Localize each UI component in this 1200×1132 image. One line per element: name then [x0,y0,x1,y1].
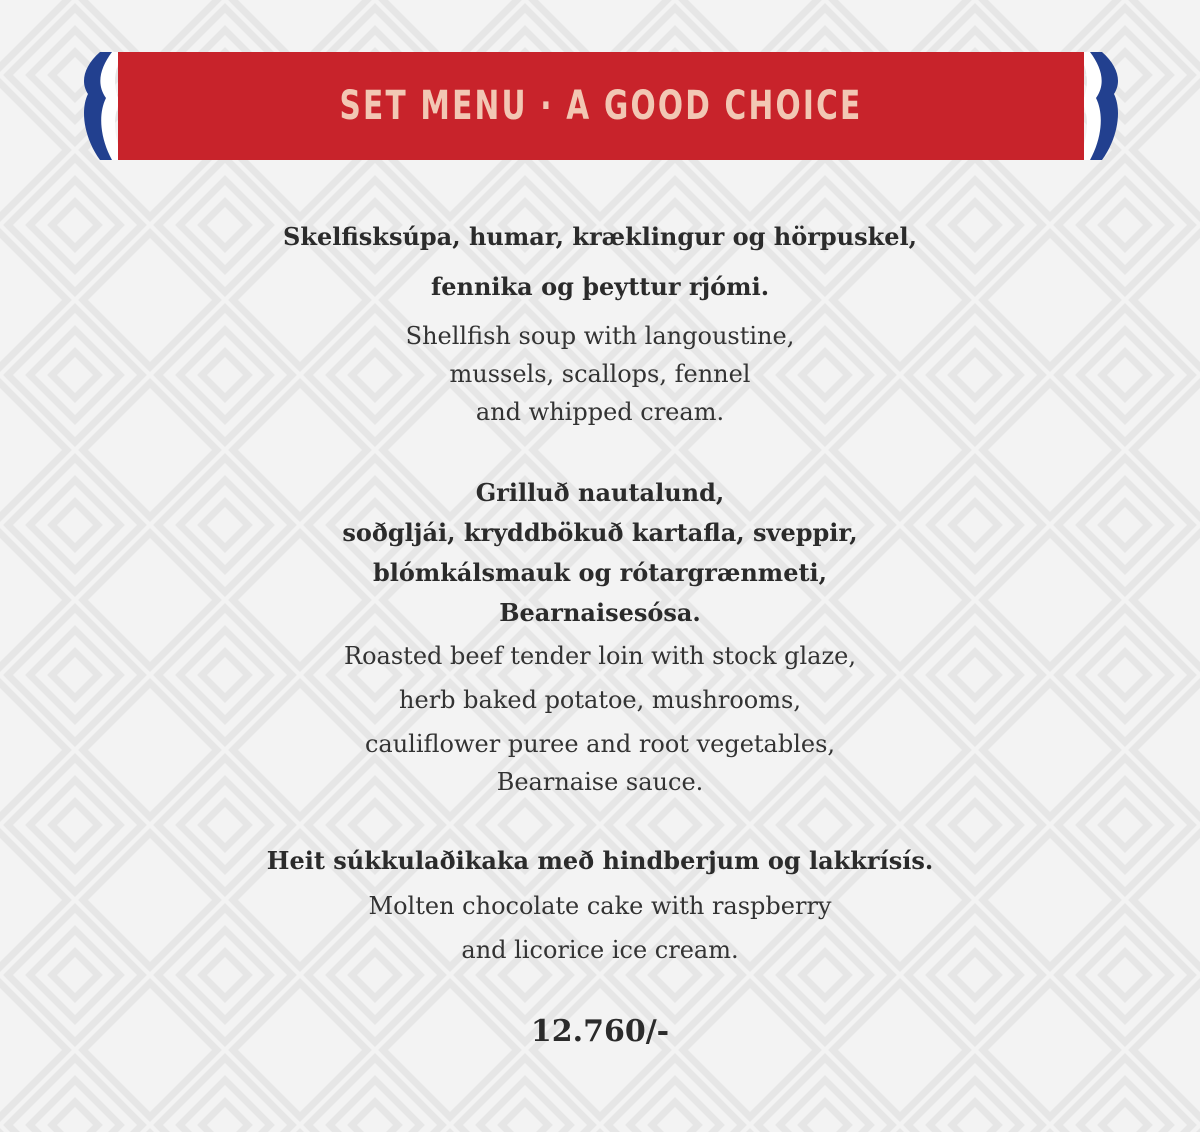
course-3-english-line-2: and licorice ice cream. [461,936,739,964]
course-2-icelandic-line-3: blómkálsmauk og rótargrænmeti, [372,558,828,587]
course-2-english-line-3: cauliflower puree and root vegetables, [364,730,836,758]
course-3-icelandic-line-1: Heit súkkulaðikaka með hindberjum og lakkrísís. [266,846,934,875]
course-2-english-line-1: Roasted beef tender loin with stock glaze, [344,642,856,670]
course-1-english-line-2: mussels, scallops, fennel [449,360,751,388]
course-1-icelandic-line-1: Skelfisksúpa, humar, kræklingur og hörpuskel, [283,222,917,251]
course-1-english-line-1: Shellfish soup with langoustine, [405,322,795,350]
course-2-icelandic-line-2: soðgljái, kryddbökuð kartafla, sveppir, [342,518,858,547]
course-2-icelandic-line-4: Bearnaisesósa. [499,598,701,627]
course-1-icelandic-line-2: fennika og þeyttur rjómi. [430,272,770,301]
course-3-english-line-1: Molten chocolate cake with raspberry [368,892,832,920]
course-2-english-line-2: herb baked potatoe, mushrooms, [399,686,801,714]
course-2-icelandic-line-1: Grilluð nautalund, [475,478,725,507]
course-2-english-line-4: Bearnaise sauce. [496,768,704,796]
menu-banner [78,52,1124,160]
course-1-english-line-3: and whipped cream. [475,398,725,426]
menu-price: 12.760/- [530,1014,670,1049]
banner-title: SET MENU · A GOOD CHOICE [339,83,863,129]
